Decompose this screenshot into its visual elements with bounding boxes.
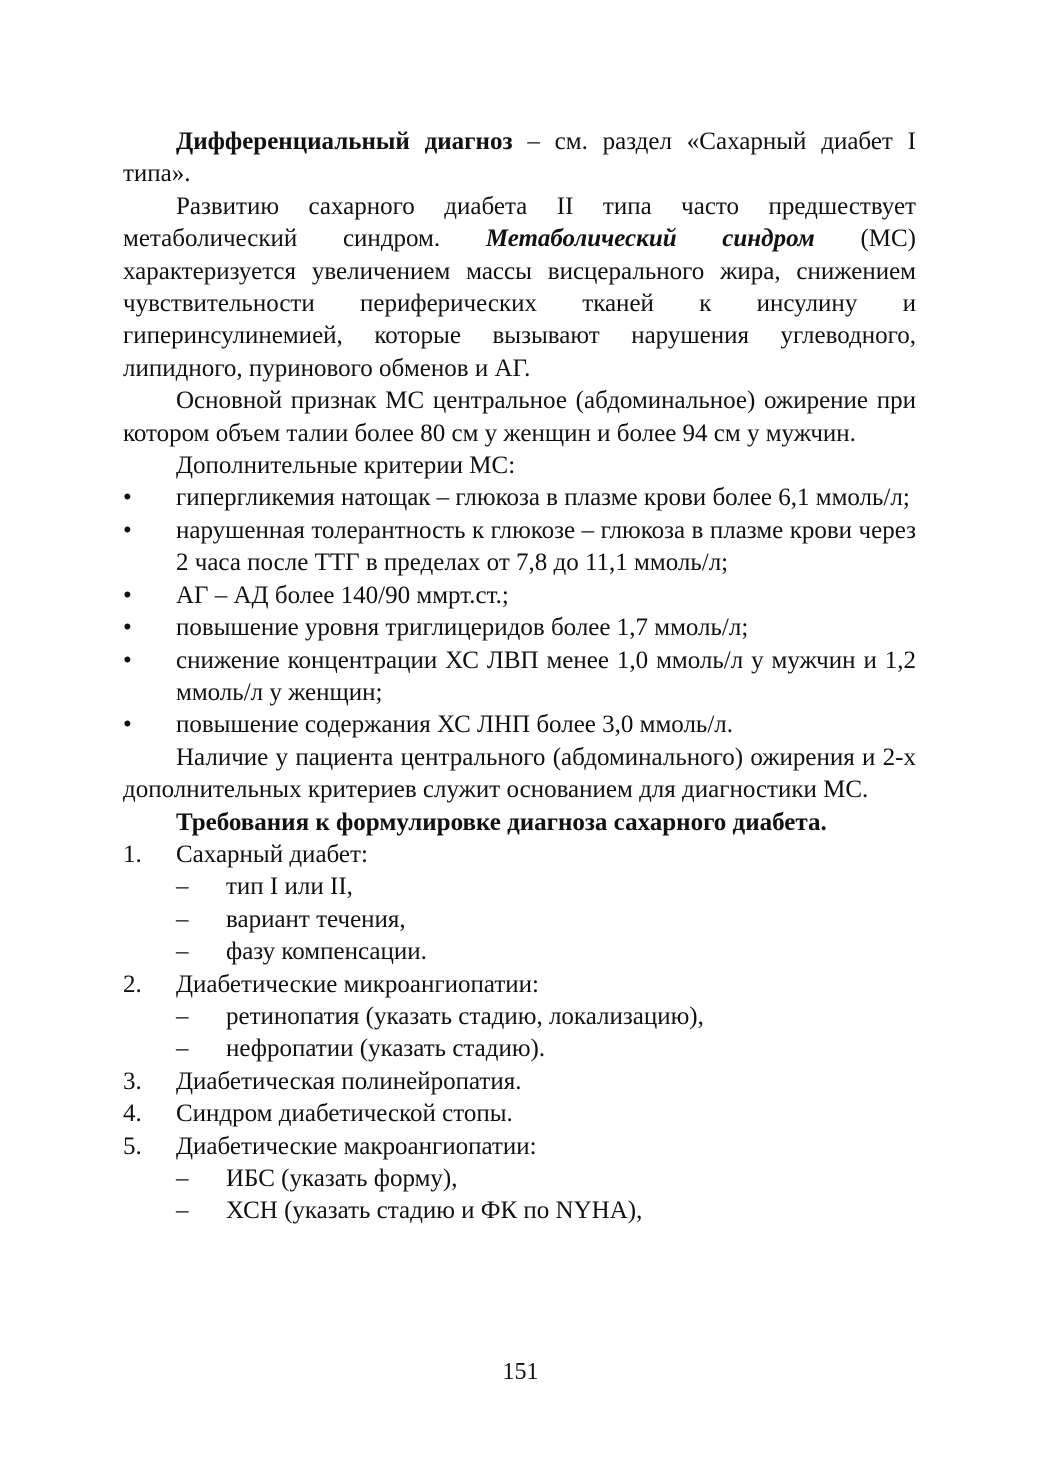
paragraph-text: (МС) характеризуется увеличением массы висцерального жира, снижением чувствительности периферических тканей к инсулину и гиперинсулинемией, которые вызывают нарушения углеводного, липидного, пуринового обменов и АГ. — [123, 225, 916, 382]
requirement-number: 4. — [123, 1100, 142, 1128]
requirement-subitem — [176, 1163, 916, 1195]
requirement-subitem — [176, 936, 916, 968]
dash-icon: – — [176, 905, 189, 933]
criteria-text: АГ – АД более 140/90 ммрт.ст.; — [176, 581, 509, 609]
requirement-subitem — [176, 871, 916, 903]
dash-icon: – — [176, 873, 189, 901]
term-differential-diagnosis: Дифференциальный диагноз — [176, 128, 513, 155]
requirement-item — [123, 969, 916, 1066]
criteria-text: повышение содержания ХС ЛНП более 3,0 ммоль/л. — [176, 711, 734, 739]
criteria-text: снижение концентрации ХС ЛВП менее 1,0 ммоль/л у мужчин и 1,2 ммоль/л у женщин; — [176, 646, 916, 706]
paragraph-main-sign: Основной признак МС центральное (абдоминальное) ожирение при котором объем талии более 80 см у женщин и более 94 см у мужчин. — [123, 387, 916, 447]
bullet-icon: • — [123, 646, 132, 674]
section-heading: Требования к формулировке диагноза сахарного диабета. — [176, 808, 827, 836]
dash-icon: – — [176, 1165, 189, 1192]
page-body — [123, 126, 916, 1228]
requirement-label: Диабетические макроангиопатии: — [176, 1132, 537, 1160]
requirement-item — [123, 1066, 916, 1098]
criteria-item — [123, 580, 916, 612]
paragraph-differential-diagnosis — [123, 126, 916, 191]
bullet-icon: • — [123, 614, 132, 642]
requirement-subitem-text: ИБС (указать форму), — [226, 1165, 458, 1192]
requirement-item — [123, 1131, 916, 1228]
requirement-subitem-text: тип I или II, — [226, 873, 353, 901]
requirement-subitem-text: нефропатии (указать стадию). — [226, 1035, 546, 1063]
requirement-subitem-text: фазу компенсации. — [226, 938, 427, 966]
paragraph-text: – см. раздел «Сахарный диабет I типа». — [123, 128, 916, 188]
paragraph-text: Развитию сахарного диабета II типа часто предшествует метаболический синдром. — [123, 192, 916, 253]
criteria-text: нарушенная толерантность к глюкозе – глюкоза в плазме крови через 2 часа после ТТГ в пределах от 7,8 до 11,1 ммоль/л; — [176, 516, 916, 577]
requirement-subitem — [176, 1033, 916, 1065]
requirement-sublist — [176, 871, 916, 968]
bullet-icon: • — [123, 581, 132, 609]
bullet-icon: • — [123, 516, 132, 544]
requirement-label: Диабетические микроангиопатии: — [176, 970, 539, 998]
paragraph-additional-criteria: Дополнительные критерии МС: — [176, 452, 516, 480]
requirement-number: 2. — [123, 970, 142, 998]
criteria-item — [123, 515, 916, 580]
bullet-icon: • — [123, 711, 132, 739]
requirement-label: Диабетическая полинейропатия. — [176, 1067, 522, 1095]
criteria-text: гипергликемия натощак – глюкоза в плазме крови более 6,1 ммоль/л; — [176, 484, 910, 512]
criteria-item — [123, 612, 916, 644]
requirement-item — [123, 839, 916, 969]
requirement-subitem-text: вариант течения, — [226, 905, 406, 933]
paragraph-diagnosis-basis: Наличие у пациента центрального (абдоминального) ожирения и 2-х дополнительных критериев служит основанием для диагностики МС. — [123, 743, 916, 804]
requirement-subitem — [176, 904, 916, 936]
page-number: 151 — [502, 1359, 539, 1385]
dash-icon: – — [176, 1197, 189, 1225]
requirement-number: 1. — [123, 840, 142, 868]
requirement-item — [123, 1098, 916, 1130]
requirement-subitem — [176, 1001, 916, 1033]
requirement-subitem — [176, 1195, 916, 1227]
criteria-list — [123, 482, 916, 741]
requirement-subitem-text: ХСН (указать стадию и ФК по NYHA), — [226, 1197, 643, 1225]
requirement-label: Синдром диабетической стопы. — [176, 1100, 513, 1128]
criteria-item — [123, 482, 916, 514]
requirement-sublist — [176, 1001, 916, 1066]
paragraph-metabolic-syndrome — [123, 191, 916, 385]
criteria-text: повышение уровня триглицеридов более 1,7 ммоль/л; — [176, 614, 749, 642]
term-metabolic-syndrome: Метаболический синдром — [485, 225, 815, 253]
requirement-number: 3. — [123, 1067, 142, 1095]
requirement-number: 5. — [123, 1132, 142, 1160]
criteria-item — [123, 709, 916, 741]
requirement-label: Сахарный диабет: — [176, 840, 368, 868]
requirement-sublist — [176, 1163, 916, 1228]
requirement-subitem-text: ретинопатия (указать стадию, локализацию), — [226, 1002, 704, 1030]
requirements-list — [123, 839, 916, 1228]
dash-icon: – — [176, 938, 189, 966]
dash-icon: – — [176, 1035, 189, 1063]
criteria-item — [123, 645, 916, 710]
bullet-icon: • — [123, 484, 132, 512]
dash-icon: – — [176, 1002, 189, 1030]
